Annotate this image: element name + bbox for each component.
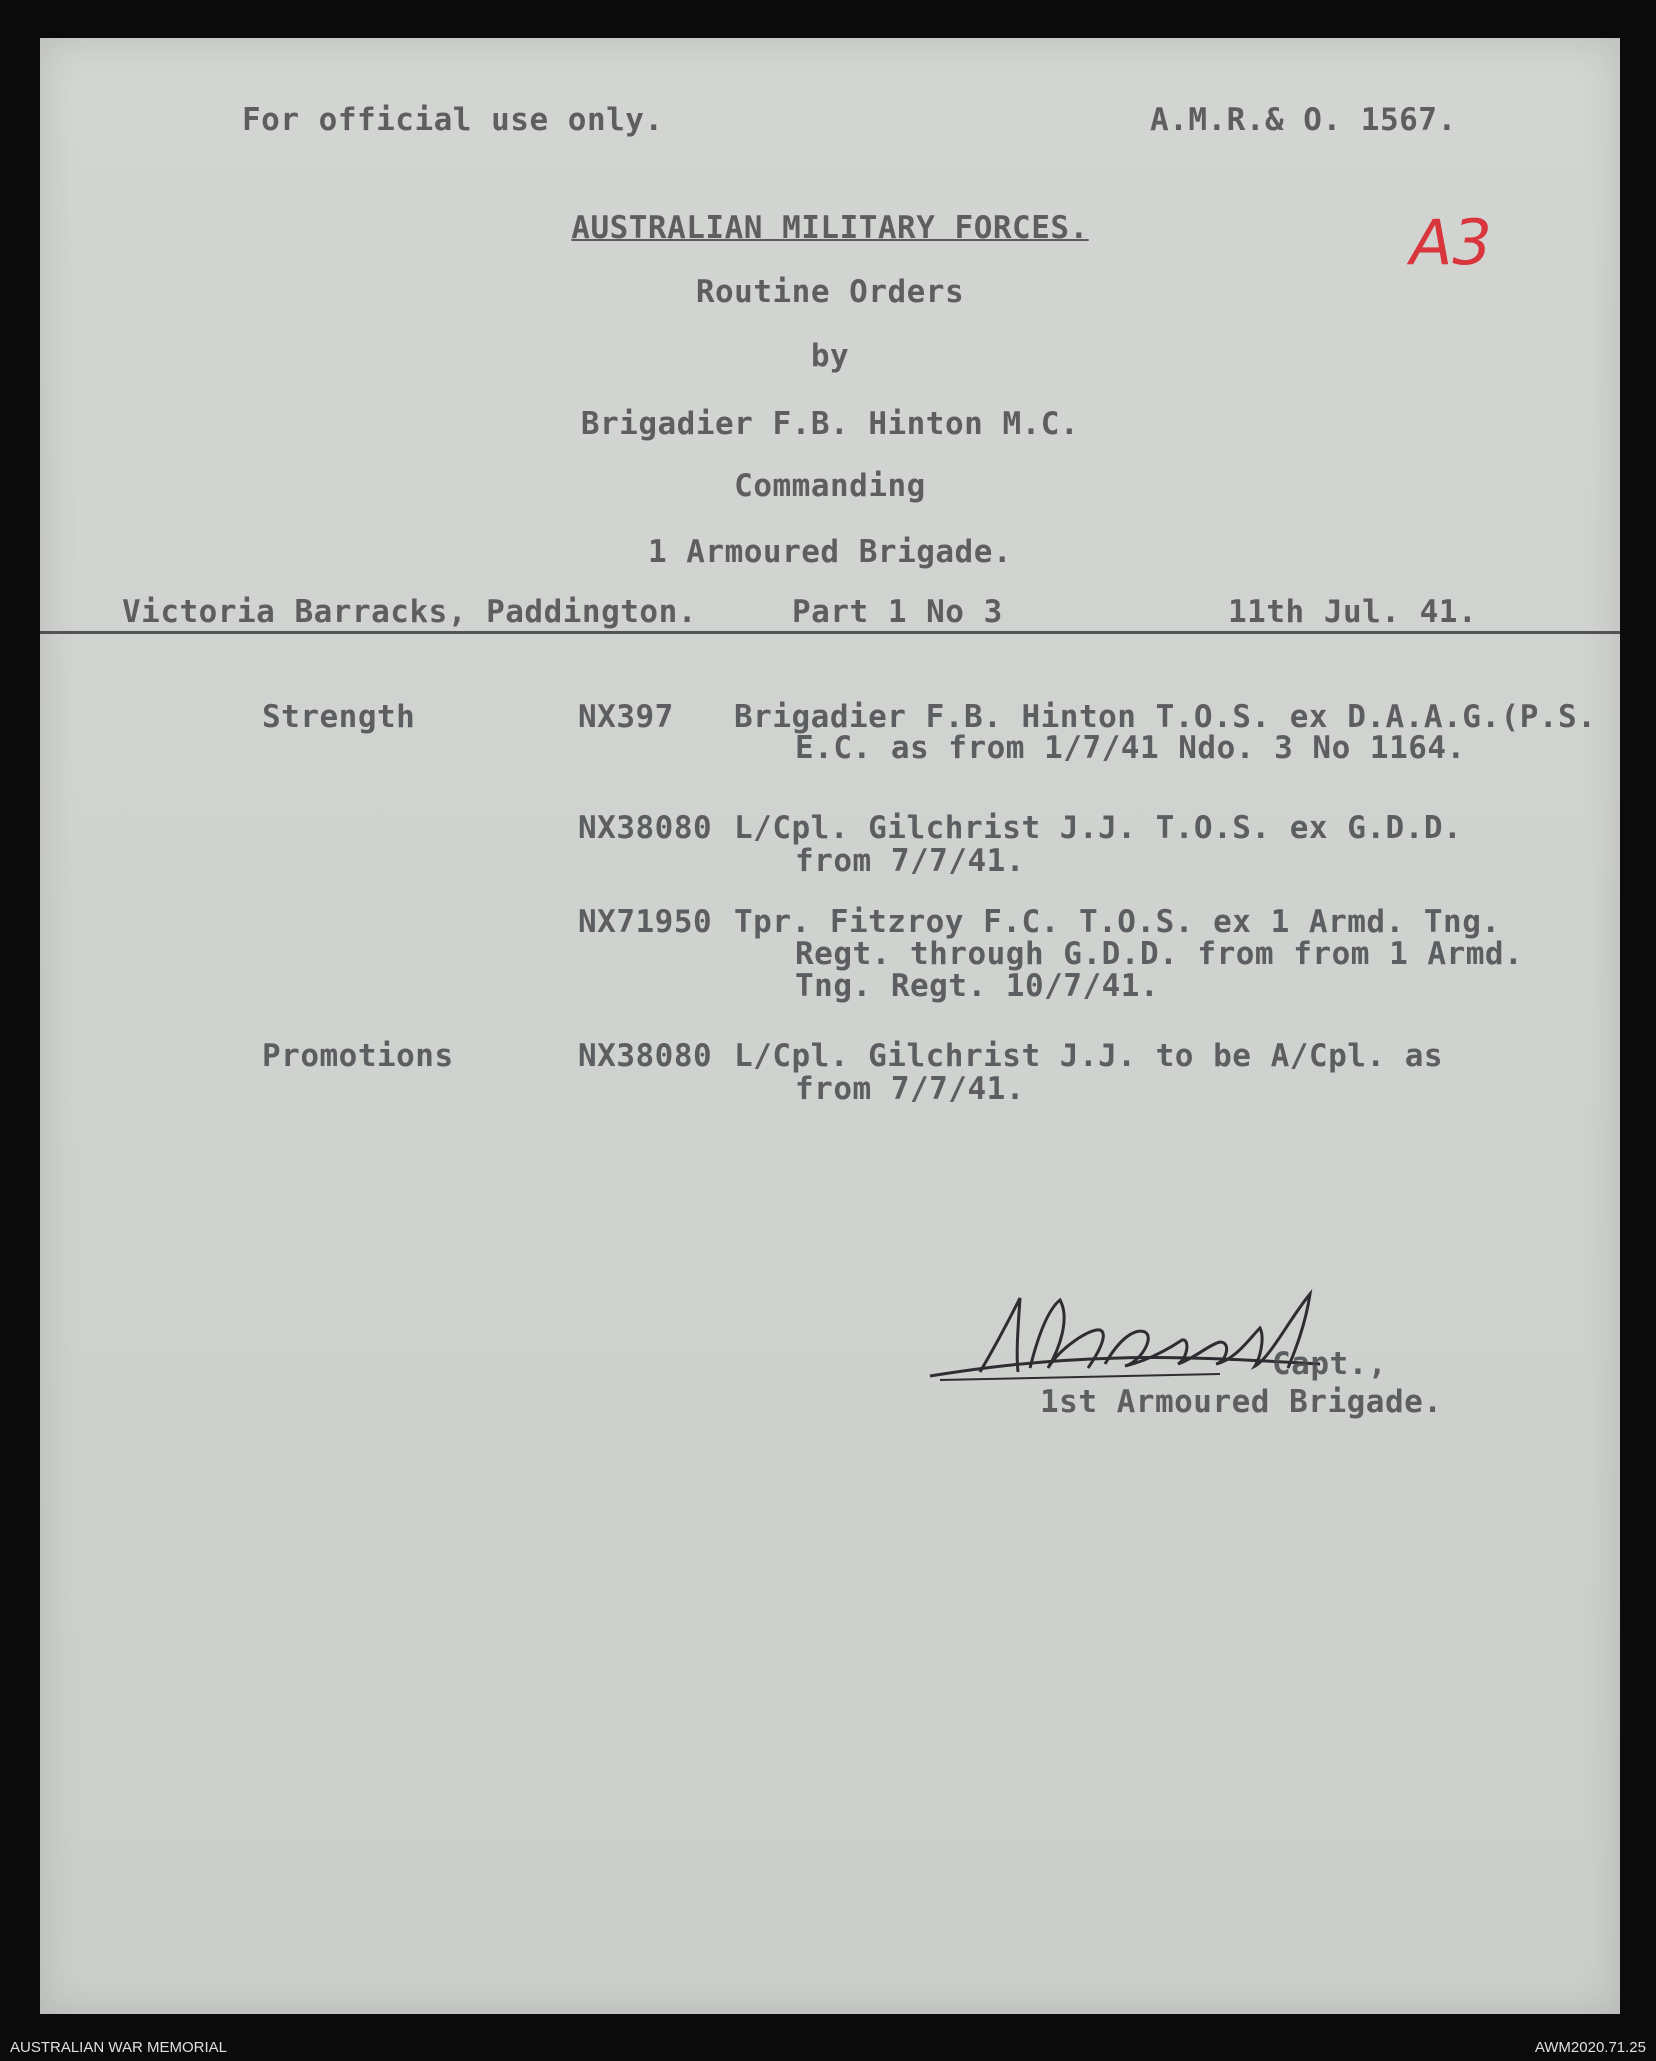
dateline-date: 11th Jul. 41. [1228, 594, 1478, 630]
order-text-line: L/Cpl. Gilchrist J.J. to be A/Cpl. as [734, 1038, 1444, 1074]
order-text-line: Tpr. Fitzroy F.C. T.O.S. ex 1 Armd. Tng. [734, 904, 1501, 940]
title-commander-name: Brigadier F.B. Hinton M.C. [580, 406, 1080, 442]
order-text-line: from 7/7/41. [795, 1071, 1025, 1107]
dateline-place: Victoria Barracks, Paddington. [122, 594, 697, 630]
order-text-line: Regt. through G.D.D. from from 1 Armd. [795, 936, 1524, 972]
order-service-number: NX397 [578, 699, 674, 735]
title-commanding: Commanding [734, 468, 926, 504]
signoff-rank: Capt., [1272, 1346, 1387, 1382]
title-unit: 1 Armoured Brigade. [647, 534, 1013, 570]
order-service-number: NX71950 [578, 904, 713, 940]
document-sheet [40, 38, 1620, 2014]
signoff-unit: 1st Armoured Brigade. [1040, 1384, 1443, 1420]
footer-archive-name: AUSTRALIAN WAR MEMORIAL [10, 2039, 227, 2056]
order-text-line: L/Cpl. Gilchrist J.J. T.O.S. ex G.D.D. [734, 810, 1463, 846]
reference-number: A.M.R.& O. 1567. [1150, 102, 1457, 138]
order-service-number: NX38080 [578, 1038, 713, 1074]
order-service-number: NX38080 [578, 810, 713, 846]
footer-accession-number: AWM2020.71.25 [1534, 2039, 1646, 2056]
classification-note: For official use only. [242, 102, 664, 138]
title-by: by [810, 338, 850, 374]
header-rule [40, 631, 1620, 634]
dateline-part: Part 1 No 3 [792, 594, 1003, 630]
title-routine-orders: Routine Orders [695, 274, 965, 310]
order-text-line: E.C. as from 1/7/41 Ndo. 3 No 1164. [795, 730, 1466, 766]
order-category-strength: Strength [262, 699, 416, 735]
handwritten-mark: A3 [1410, 206, 1492, 279]
org-heading: AUSTRALIAN MILITARY FORCES. [571, 210, 1089, 246]
order-category-promotions: Promotions [262, 1038, 454, 1074]
order-text-line: from 7/7/41. [795, 843, 1025, 879]
order-text-line: Brigadier F.B. Hinton T.O.S. ex D.A.A.G.(P.S. [734, 699, 1597, 735]
order-text-line: Tng. Regt. 10/7/41. [795, 968, 1160, 1004]
